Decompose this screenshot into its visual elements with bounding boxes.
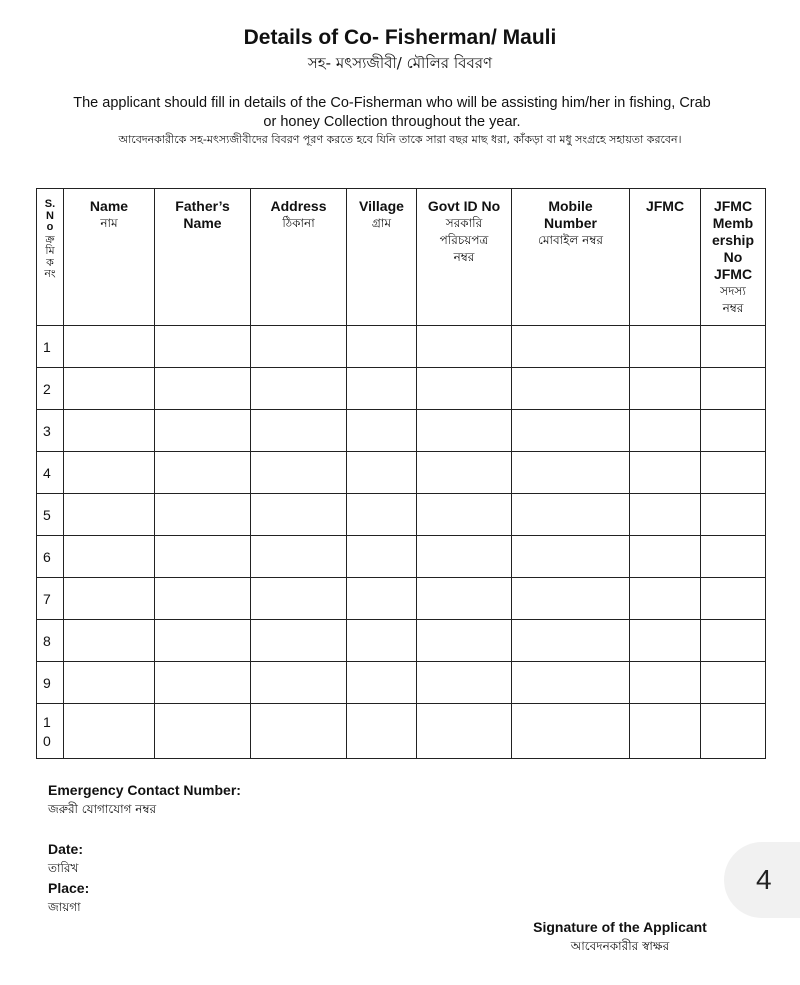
table-cell[interactable]	[417, 620, 512, 662]
table-cell[interactable]	[512, 578, 630, 620]
table-cell[interactable]	[701, 452, 766, 494]
table-cell[interactable]	[64, 326, 155, 368]
header-fathers-name	[155, 189, 251, 326]
row-serial-number: 1	[37, 326, 64, 368]
page-number: 4	[756, 864, 772, 895]
table-cell[interactable]	[347, 620, 417, 662]
table-cell[interactable]	[701, 662, 766, 704]
table-cell[interactable]	[155, 704, 251, 759]
table-cell[interactable]	[347, 536, 417, 578]
header-village-bn: গ্রাম	[371, 216, 392, 230]
header-serial-number	[37, 189, 64, 326]
table-cell[interactable]	[417, 662, 512, 704]
table-cell[interactable]	[630, 410, 701, 452]
header-address-bn: ঠিকানা	[282, 216, 315, 230]
table-header-row	[37, 189, 766, 326]
table-row	[37, 704, 766, 759]
table-cell[interactable]	[417, 494, 512, 536]
table-cell[interactable]	[512, 326, 630, 368]
header-name	[64, 189, 155, 326]
table-row	[37, 368, 766, 410]
header-serial-char: ক্র	[45, 232, 55, 246]
table-cell[interactable]	[251, 620, 347, 662]
table-cell[interactable]	[417, 368, 512, 410]
header-govt-id-bn-3: নম্বর	[453, 250, 475, 264]
header-serial-char: ক	[46, 255, 54, 269]
table-cell[interactable]	[155, 620, 251, 662]
header-jfmc-membership	[701, 189, 766, 326]
table-cell[interactable]	[347, 662, 417, 704]
table-cell[interactable]	[630, 578, 701, 620]
table-cell[interactable]	[347, 326, 417, 368]
table-row	[37, 620, 766, 662]
row-serial-number	[37, 704, 64, 759]
document-title: Details of Co- Fisherman/ Mauli	[243, 26, 557, 49]
table-cell[interactable]	[512, 704, 630, 759]
table-cell[interactable]	[630, 536, 701, 578]
table-cell[interactable]	[155, 578, 251, 620]
table-cell[interactable]	[155, 662, 251, 704]
table-cell[interactable]	[64, 578, 155, 620]
table-cell[interactable]	[251, 452, 347, 494]
table-cell[interactable]	[347, 494, 417, 536]
header-name-bn: নাম	[100, 216, 118, 230]
table-cell[interactable]	[155, 536, 251, 578]
table-cell[interactable]	[251, 704, 347, 759]
header-jfmc-membership-line: JFMC	[713, 266, 753, 282]
header-govt-id	[417, 189, 512, 326]
header-jfmc-membership-line: No	[723, 249, 743, 265]
table-body	[37, 326, 766, 759]
header-govt-id-en: Govt ID No	[427, 198, 501, 214]
table-cell[interactable]	[701, 410, 766, 452]
table-cell[interactable]	[417, 410, 512, 452]
row-serial-number: 8	[37, 620, 64, 662]
table-cell[interactable]	[155, 326, 251, 368]
table-cell[interactable]	[512, 410, 630, 452]
table-cell[interactable]	[251, 662, 347, 704]
table-row	[37, 662, 766, 704]
table-row	[37, 326, 766, 368]
header-mobile-bn: মোবাইল নম্বর	[537, 233, 603, 247]
row-serial-number: 3	[37, 410, 64, 452]
header-jfmc-membership-bn-2: নম্বর	[722, 301, 744, 315]
table-cell[interactable]	[630, 452, 701, 494]
header-address-en: Address	[270, 198, 327, 214]
header-jfmc: JFMC	[630, 189, 701, 326]
place-label-bn: জায়গা	[48, 900, 81, 914]
table-cell[interactable]	[512, 452, 630, 494]
table-cell[interactable]	[64, 536, 155, 578]
header-govt-id-bn-1: সরকারি	[445, 216, 483, 230]
row-serial-digit: 0	[43, 733, 51, 749]
table-cell[interactable]	[417, 578, 512, 620]
table-cell[interactable]	[64, 704, 155, 759]
row-serial-number: 9	[37, 662, 64, 704]
table-cell[interactable]	[630, 326, 701, 368]
signature-label: Signature of the Applicant	[533, 919, 707, 935]
header-serial-char: N	[46, 209, 54, 222]
table-cell[interactable]	[701, 326, 766, 368]
row-serial-number: 6	[37, 536, 64, 578]
signature-block	[508, 919, 732, 958]
row-serial-number: 4	[37, 452, 64, 494]
table-row	[37, 578, 766, 620]
row-serial-number: 7	[37, 578, 64, 620]
header-name-en: Name	[89, 198, 129, 214]
table-cell[interactable]	[701, 368, 766, 410]
header-mobile-number	[512, 189, 630, 326]
emergency-contact-label: Emergency Contact Number:	[48, 782, 241, 798]
page-number-badge	[724, 842, 800, 918]
table-cell[interactable]	[64, 662, 155, 704]
header-fathers-name-line1: Father’s	[175, 198, 230, 214]
table-cell[interactable]	[701, 704, 766, 759]
table-cell[interactable]	[417, 326, 512, 368]
row-serial-number: 5	[37, 494, 64, 536]
table-cell[interactable]	[347, 410, 417, 452]
date-label-bn: তারিখ	[48, 861, 79, 875]
table-cell[interactable]	[417, 704, 512, 759]
table-cell[interactable]	[512, 494, 630, 536]
table-cell[interactable]	[64, 368, 155, 410]
header-serial-char: o	[46, 221, 54, 233]
table-cell[interactable]	[701, 620, 766, 662]
table-cell[interactable]	[155, 410, 251, 452]
co-fisherman-table	[36, 188, 766, 759]
header-fathers-name-line2: Name	[183, 215, 222, 231]
header-govt-id-bn-2: পরিচয়পত্র	[439, 233, 489, 247]
table-cell[interactable]	[417, 536, 512, 578]
table-cell[interactable]	[64, 410, 155, 452]
table-cell[interactable]	[630, 620, 701, 662]
table-cell[interactable]	[155, 494, 251, 536]
date-label: Date:	[48, 841, 84, 857]
header-village-en: Village	[359, 198, 404, 214]
document-subtitle-bengali: সহ- মৎস্যজীবী/ মৌলির বিবরণ	[307, 54, 493, 72]
place-label: Place:	[48, 880, 90, 896]
header-serial-char: S.	[44, 198, 56, 210]
table-cell[interactable]	[630, 368, 701, 410]
row-serial-number: 2	[37, 368, 64, 410]
table-cell[interactable]	[64, 620, 155, 662]
header-address	[251, 189, 347, 326]
table-cell[interactable]	[512, 620, 630, 662]
emergency-contact-label-bn: জরুরী যোগাযোগ নম্বর	[48, 802, 157, 816]
table-cell[interactable]	[251, 326, 347, 368]
header-jfmc-membership-line: Memb	[712, 215, 754, 231]
table-row	[37, 452, 766, 494]
table-cell[interactable]	[701, 536, 766, 578]
table-cell[interactable]	[251, 368, 347, 410]
instructions-bengali: আবেদনকারীকে সহ-মৎস্যজীবীদের বিবরণ পূরণ করতে হবে যিনি তাকে সারা বছর মাছ ধরা, কাঁকড়া বা মধু সংগ্রহে সহায়তা করবেন।	[118, 133, 682, 146]
table-cell[interactable]	[417, 452, 512, 494]
table-cell[interactable]	[701, 578, 766, 620]
signature-label-bn: আবেদনকারীর স্বাক্ষর	[570, 939, 670, 953]
header-jfmc-membership-bn-1: সদস্য	[720, 284, 746, 298]
table-cell[interactable]	[512, 662, 630, 704]
header-serial-char: মি	[45, 244, 55, 257]
instructions-line-2: or honey Collection throughout the year.	[263, 114, 521, 130]
header-jfmc-membership-line: ership	[711, 232, 754, 248]
table-cell[interactable]	[64, 452, 155, 494]
table-cell[interactable]	[347, 368, 417, 410]
table-cell[interactable]	[251, 536, 347, 578]
header-serial-char: নং	[44, 267, 56, 280]
table-cell[interactable]	[630, 662, 701, 704]
table-cell[interactable]	[347, 452, 417, 494]
table-cell[interactable]	[630, 704, 701, 759]
table-cell[interactable]	[512, 536, 630, 578]
header-mobile-en-1: Mobile	[548, 198, 593, 214]
header-village	[347, 189, 417, 326]
table-cell[interactable]	[64, 494, 155, 536]
table-row	[37, 536, 766, 578]
table-cell[interactable]	[630, 494, 701, 536]
instructions-line-1: The applicant should fill in details of the Co-Fisherman who will be assisting him/her in fishing, Crab	[73, 95, 711, 111]
table-row	[37, 494, 766, 536]
table-cell[interactable]	[347, 578, 417, 620]
table-cell[interactable]	[155, 368, 251, 410]
table-cell[interactable]	[512, 368, 630, 410]
table-cell[interactable]	[347, 704, 417, 759]
table-cell[interactable]	[251, 494, 347, 536]
header-jfmc-membership-line: JFMC	[713, 198, 753, 214]
table-cell[interactable]	[251, 410, 347, 452]
table-cell[interactable]	[701, 494, 766, 536]
table-cell[interactable]	[251, 578, 347, 620]
header-mobile-en-2: Number	[544, 215, 597, 231]
row-serial-digit: 1	[43, 714, 51, 730]
table-row	[37, 410, 766, 452]
table-cell[interactable]	[155, 452, 251, 494]
instructions-english	[40, 94, 744, 132]
